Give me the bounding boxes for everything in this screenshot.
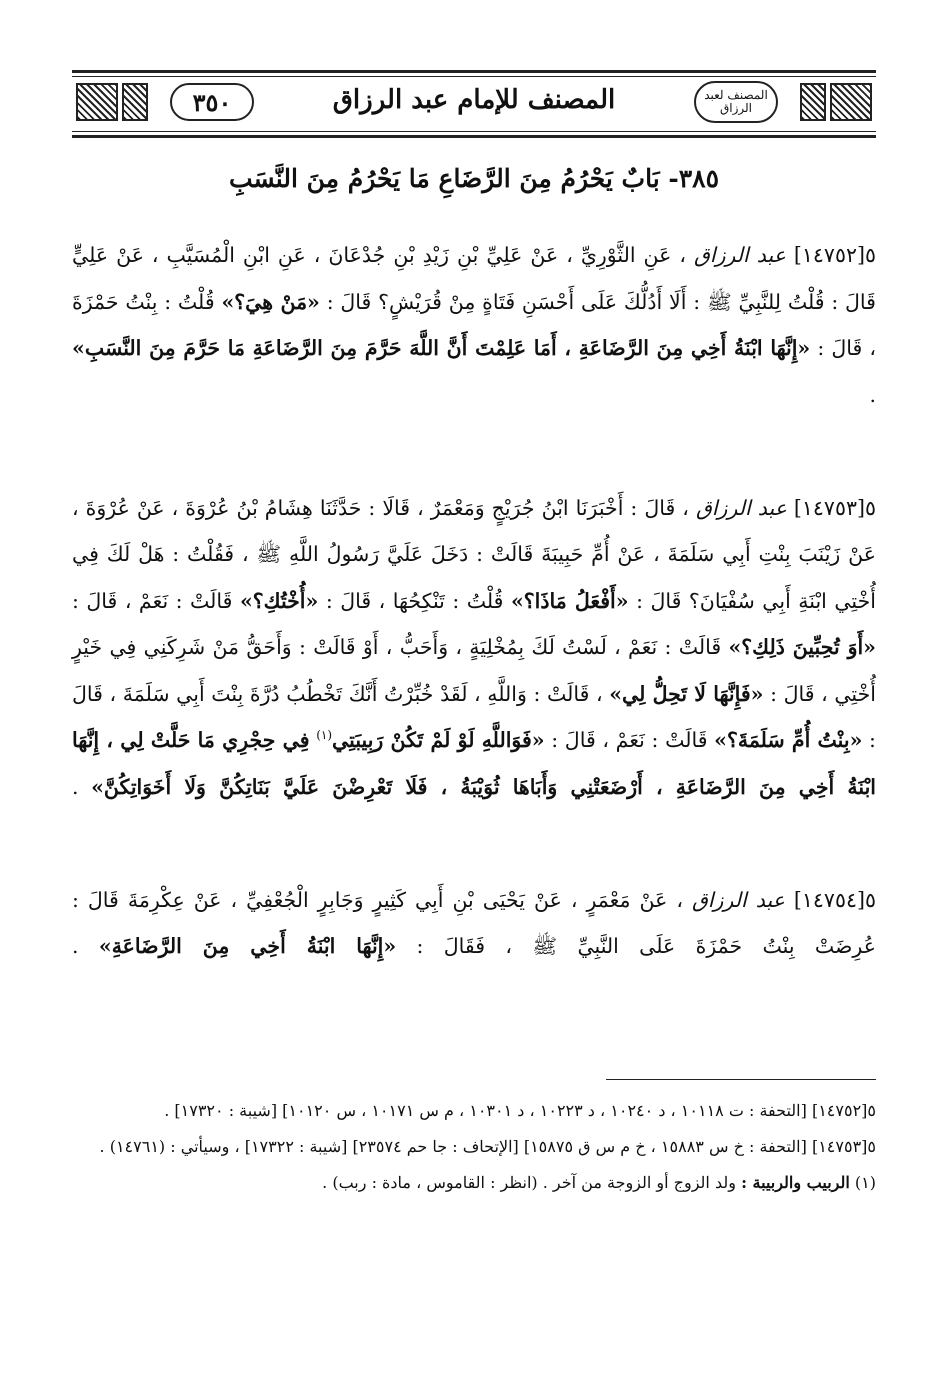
quote: «مَنْ هِيَ؟»	[221, 289, 320, 314]
hadith-end: .	[72, 934, 79, 958]
quote: «أَوَ تُحِبِّينَ ذَلِكِ؟»	[728, 635, 876, 659]
hadith-text: قَالَتْ : نَعَمْ ، لَسْتُ لَكَ بِمُخْلِيَةٍ ، وَأَحَبُّ ، أَوْ قَالَتْ : وَأَحَقُّ مَنْ شَرِكَنِي فِي خَيْرٍ أُخْتِي ، قَالَ :	[72, 635, 876, 706]
footnote-number: (١)	[854, 1173, 876, 1192]
hadith-text: ، قَالَ : أَخْبَرَنَا ابْنُ جُرَيْجٍ وَمَعْمَرٌ ، قَالَا : حَدَّثَنَا هِشَامُ بْنُ عُرْوَةَ ، عَنْ عُرْوَةَ ، عَنْ زَيْنَبَ بِنْتِ أَبِي سَلَمَةَ ، عَنْ أُمِّ حَبِيبَةَ قَالَتْ : دَخَلَ عَلَيَّ رَسُولُ اللَّهِ ﷺ ، فَقُلْتُ : هَلْ لَكَ فِي أُخْتِي ابْنَةِ أَبِي سُفْيَانَ؟ قَالَ :	[72, 495, 876, 613]
running-title: المصنف للإمام عبد الرزاق	[332, 85, 616, 115]
footnote-14753: ٥[١٤٧٥٣] [التحفة : خ س ١٥٨٨٣ ، خ م س ق ١٥٨٧٥] [الإتحاف : جا حم ٢٣٥٧٤] [شيبة : ١٧٣٢٢] ، وسيأتي : (١٤٧٦١) .	[99, 1137, 876, 1156]
footnote-term: الربيب والربيبة :	[741, 1173, 850, 1192]
hadith-end: .	[72, 774, 79, 799]
ornament-left-inner	[122, 83, 148, 121]
hadith-14754	[72, 877, 876, 1017]
hadith-text: ، قَالَتْ : وَاللَّهِ ، لَقَدْ خُبِّرْتُ أَنَّكَ تَخْطُبُ دُرَّةَ بِنْتَ أَبِي سَلَمَةَ ، قَالَ :	[72, 681, 876, 752]
chapter-title: ٣٨٥- بَابٌ يَحْرُمُ مِنَ الرَّضَاعِ مَا يَحْرُمُ مِنَ النَّسَبِ	[228, 164, 720, 193]
ornament-right	[830, 83, 872, 121]
quote: «أَفْعَلُ مَاذَا؟»	[510, 588, 629, 613]
page-number: ٣٥٠	[170, 83, 254, 121]
quote: «فَإِنَّهَا لَا تَحِلُّ لِي»	[609, 681, 764, 706]
quote: «إِنَّهَا ابْنَةُ أَخِي مِنَ الرَّضَاعَةِ»	[98, 934, 397, 958]
hadith-text: ، عَنِ الثَّوْرِيِّ ، عَنْ عَلِيِّ بْنِ زَيْدِ بْنِ جُدْعَانَ ، عَنِ ابْنِ الْمُسَيَّبِ ، عَنْ عَلِيٍّ قَالَ : قُلْتُ لِلنَّبِيِّ ﷺ : أَلَا أَدُلُّكَ عَلَى أَحْسَنِ فَتَاةٍ مِنْ قُرَيْشٍ؟ قَالَ :	[72, 243, 876, 314]
hadith-text: قُلْتُ : تَنْكِحُهَا ، قَالَ :	[325, 588, 504, 613]
narrator-name: عبد الرزاق	[695, 495, 787, 520]
hadith-number: ٥[١٤٧٥٤]	[793, 887, 876, 912]
footnote-1	[72, 1168, 876, 1198]
ornament-right-inner	[800, 83, 826, 121]
hadith-text: قَالَتْ : نَعَمْ ، قَالَ :	[72, 588, 233, 613]
ornament-left	[76, 83, 118, 121]
hadith-14753	[72, 485, 876, 857]
hadith-text: ، عَنْ مَعْمَرٍ ، عَنْ يَحْيَى بْنِ أَبِي كَثِيرٍ وَجَابِرٍ الْجُعْفِيِّ ، عَنْ عِكْرِمَةَ قَالَ : عُرِضَتْ بِنْتُ حَمْزَةَ عَلَى النَّبِيِّ ﷺ ، فَقَالَ :	[72, 887, 876, 958]
footnote-divider	[606, 1079, 876, 1080]
footnote-ref[interactable]: (١)	[316, 728, 333, 743]
hadith-end: .	[869, 382, 876, 407]
footnote-text: ولد الزوج أو الزوجة من آخر . (انظر : القاموس ، مادة : ربب) .	[322, 1173, 736, 1192]
hadith-number: ٥[١٤٧٥٢]	[793, 243, 876, 267]
quote: «أُخْتُكِ؟»	[239, 588, 319, 613]
quote: «إِنَّهَا ابْنَةُ أَخِي مِنَ الرَّضَاعَةِ ، أَمَا عَلِمْتَ أَنَّ اللَّهَ حَرَّمَ مِنَ الرَّضَاعَةِ مَا حَرَّمَ مِنَ النَّسَبِ»	[72, 336, 811, 360]
narrator-name: عبد الرزاق	[691, 887, 785, 912]
narrator-name: عبد الرزاق	[693, 243, 786, 267]
hadith-text: قُلْتُ : بِنْتُ حَمْزَةَ ، قَالَ :	[72, 289, 876, 360]
page-header	[72, 70, 876, 138]
quote: «بِنْتُ أُمِّ سَلَمَةَ؟»	[714, 728, 863, 752]
book-seal: المصنف لعبد الرزاق	[694, 81, 778, 123]
hadith-14752	[72, 232, 876, 465]
footnote-14752: ٥[١٤٧٥٢] [التحفة : ت ١٠١١٨ ، د ١٠٢٤٠ ، د ١٠٢٢٣ ، د ١٠٣٠١ ، م س ١٠١٧١ ، س ١٠١٢٠] [شيبة : ١٧٣٢٠] .	[164, 1101, 876, 1120]
quote: «فَوَاللَّهِ لَوْ لَمْ تَكُنْ رَبِيبَتِي	[332, 728, 545, 752]
main-text	[72, 232, 876, 1036]
quote: فِي حِجْرِي مَا حَلَّتْ لِي ، إِنَّهَا ابْنَةُ أَخِي مِنَ الرَّضَاعَةِ ، أَرْضَعَتْنِي وَأَبَاهَا ثُوَيْبَةُ ، فَلَا تَعْرِضْنَ عَلَيَّ بَنَاتِكُنَّ وَلَا أَخَوَاتِكُنَّ»	[72, 728, 876, 799]
hadith-number: ٥[١٤٧٥٣]	[793, 495, 876, 520]
footnotes	[72, 1096, 876, 1204]
hadith-text: قَالَتْ : نَعَمْ ، قَالَ :	[551, 728, 708, 752]
